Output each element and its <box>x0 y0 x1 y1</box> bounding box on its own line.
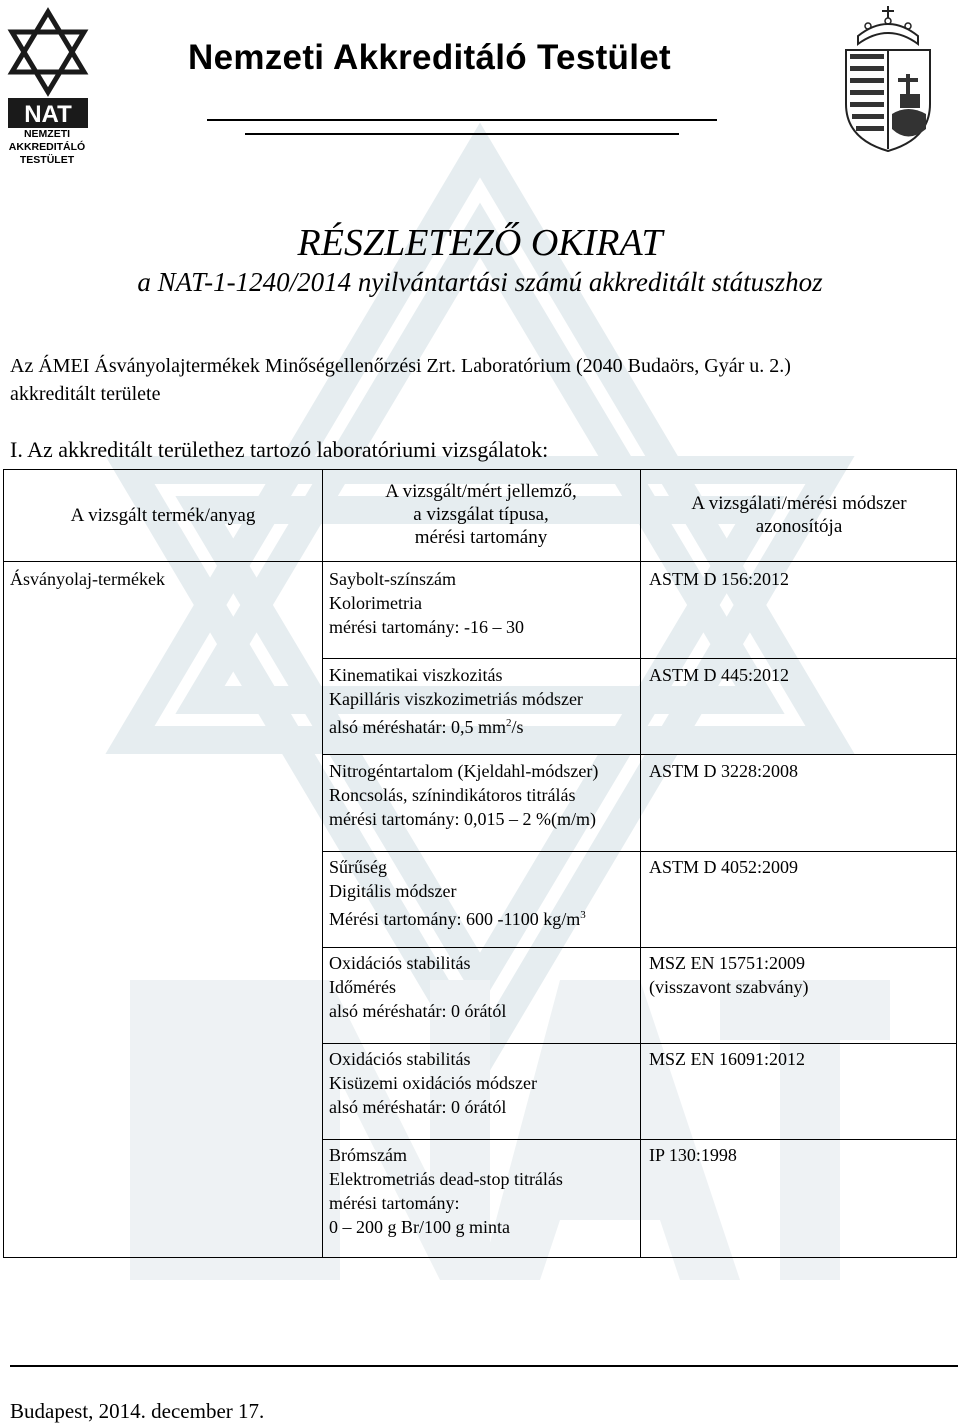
method-cell: ASTM D 156:2012 <box>649 569 790 589</box>
method-cell: MSZ EN 15751:2009 (visszavont szabvány) <box>649 953 809 997</box>
row-divider <box>322 658 956 659</box>
footer-rule <box>10 1365 958 1367</box>
method-cell: ASTM D 4052:2009 <box>649 857 799 877</box>
method-cell: ASTM D 445:2012 <box>649 665 790 685</box>
characteristic-cell: Kinematikai viszkozitás Kapilláris viszkozimetriás módszer alsó méréshatár: 0,5 $mm^2/s$ <box>329 665 583 737</box>
logo-caption: NEMZETI AKKREDITÁLÓ TESTÜLET <box>8 128 86 166</box>
row-divider <box>322 754 956 755</box>
method-cell: MSZ EN 16091:2012 <box>649 1049 806 1069</box>
method-cell: ASTM D 3228:2008 <box>649 761 799 781</box>
characteristic-cell: Brómszám Elektrometriás dead-stop titrálás mérési tartomány: 0 – 200 g Br/100 g minta <box>329 1145 563 1237</box>
document-title: RÉSZLETEZŐ OKIRAT <box>297 222 663 264</box>
row-divider <box>322 1043 956 1044</box>
coat-of-arms-icon <box>838 4 938 154</box>
column-header-product: A vizsgált termék/anyag <box>70 505 256 526</box>
column-header-method: A vizsgálati/mérési módszer azonosítója <box>691 493 907 537</box>
section-heading: I. Az akkreditált területhez tartozó laboratóriumi vizsgálatok: <box>10 437 549 462</box>
row-divider <box>322 947 956 948</box>
accreditation-table <box>3 469 957 1258</box>
header-rule-secondary <box>245 133 679 135</box>
product-cell: Ásványolaj-termékek <box>10 569 165 589</box>
laboratory-description <box>10 352 950 408</box>
footer-date: Budapest, 2014. december 17. <box>10 1399 265 1423</box>
header-divider <box>4 561 956 562</box>
characteristic-cell: Oxidációs stabilitás Kisüzemi oxidációs módszer alsó méréshatár: 0 órától <box>329 1049 537 1117</box>
column-header-characteristic: A vizsgált/mért jellemző, a vizsgálat típusa, mérési tartomány <box>385 481 577 548</box>
organization-title: Nemzeti Akkreditáló Testület <box>188 38 671 77</box>
characteristic-cell: Saybolt-színszám Kolorimetria mérési tartomány: -16 – 30 <box>329 569 524 637</box>
row-divider <box>322 1139 956 1140</box>
characteristic-cell: Sűrűség Digitális módszer Mérési tartomány: 600 -1100 $kg/m^3$ <box>329 857 586 929</box>
row-divider <box>322 851 956 852</box>
document-subtitle: a NAT-1-1240/2014 nyilvántartási számú akkreditált státuszhoz <box>137 267 823 297</box>
lab-line-1: Az ÁMEI Ásványolajtermékek Minőségellenőrzési Zrt. Laboratórium (2040 Budaörs, Gyár u. 2.) <box>10 355 791 377</box>
header-rule <box>207 119 717 121</box>
characteristic-cell: Oxidációs stabilitás Időmérés alsó méréshatár: 0 órától <box>329 953 507 1021</box>
characteristic-cell: Nitrogéntartalom (Kjeldahl-módszer) Roncsolás, színindikátoros titrálás mérési tartomány: 0,015 – 2 %(m/m) <box>329 761 599 829</box>
lab-line-2: akkreditált területe <box>10 383 161 405</box>
svg-text:NAT: NAT <box>24 101 72 128</box>
method-cell: IP 130:1998 <box>649 1145 737 1165</box>
